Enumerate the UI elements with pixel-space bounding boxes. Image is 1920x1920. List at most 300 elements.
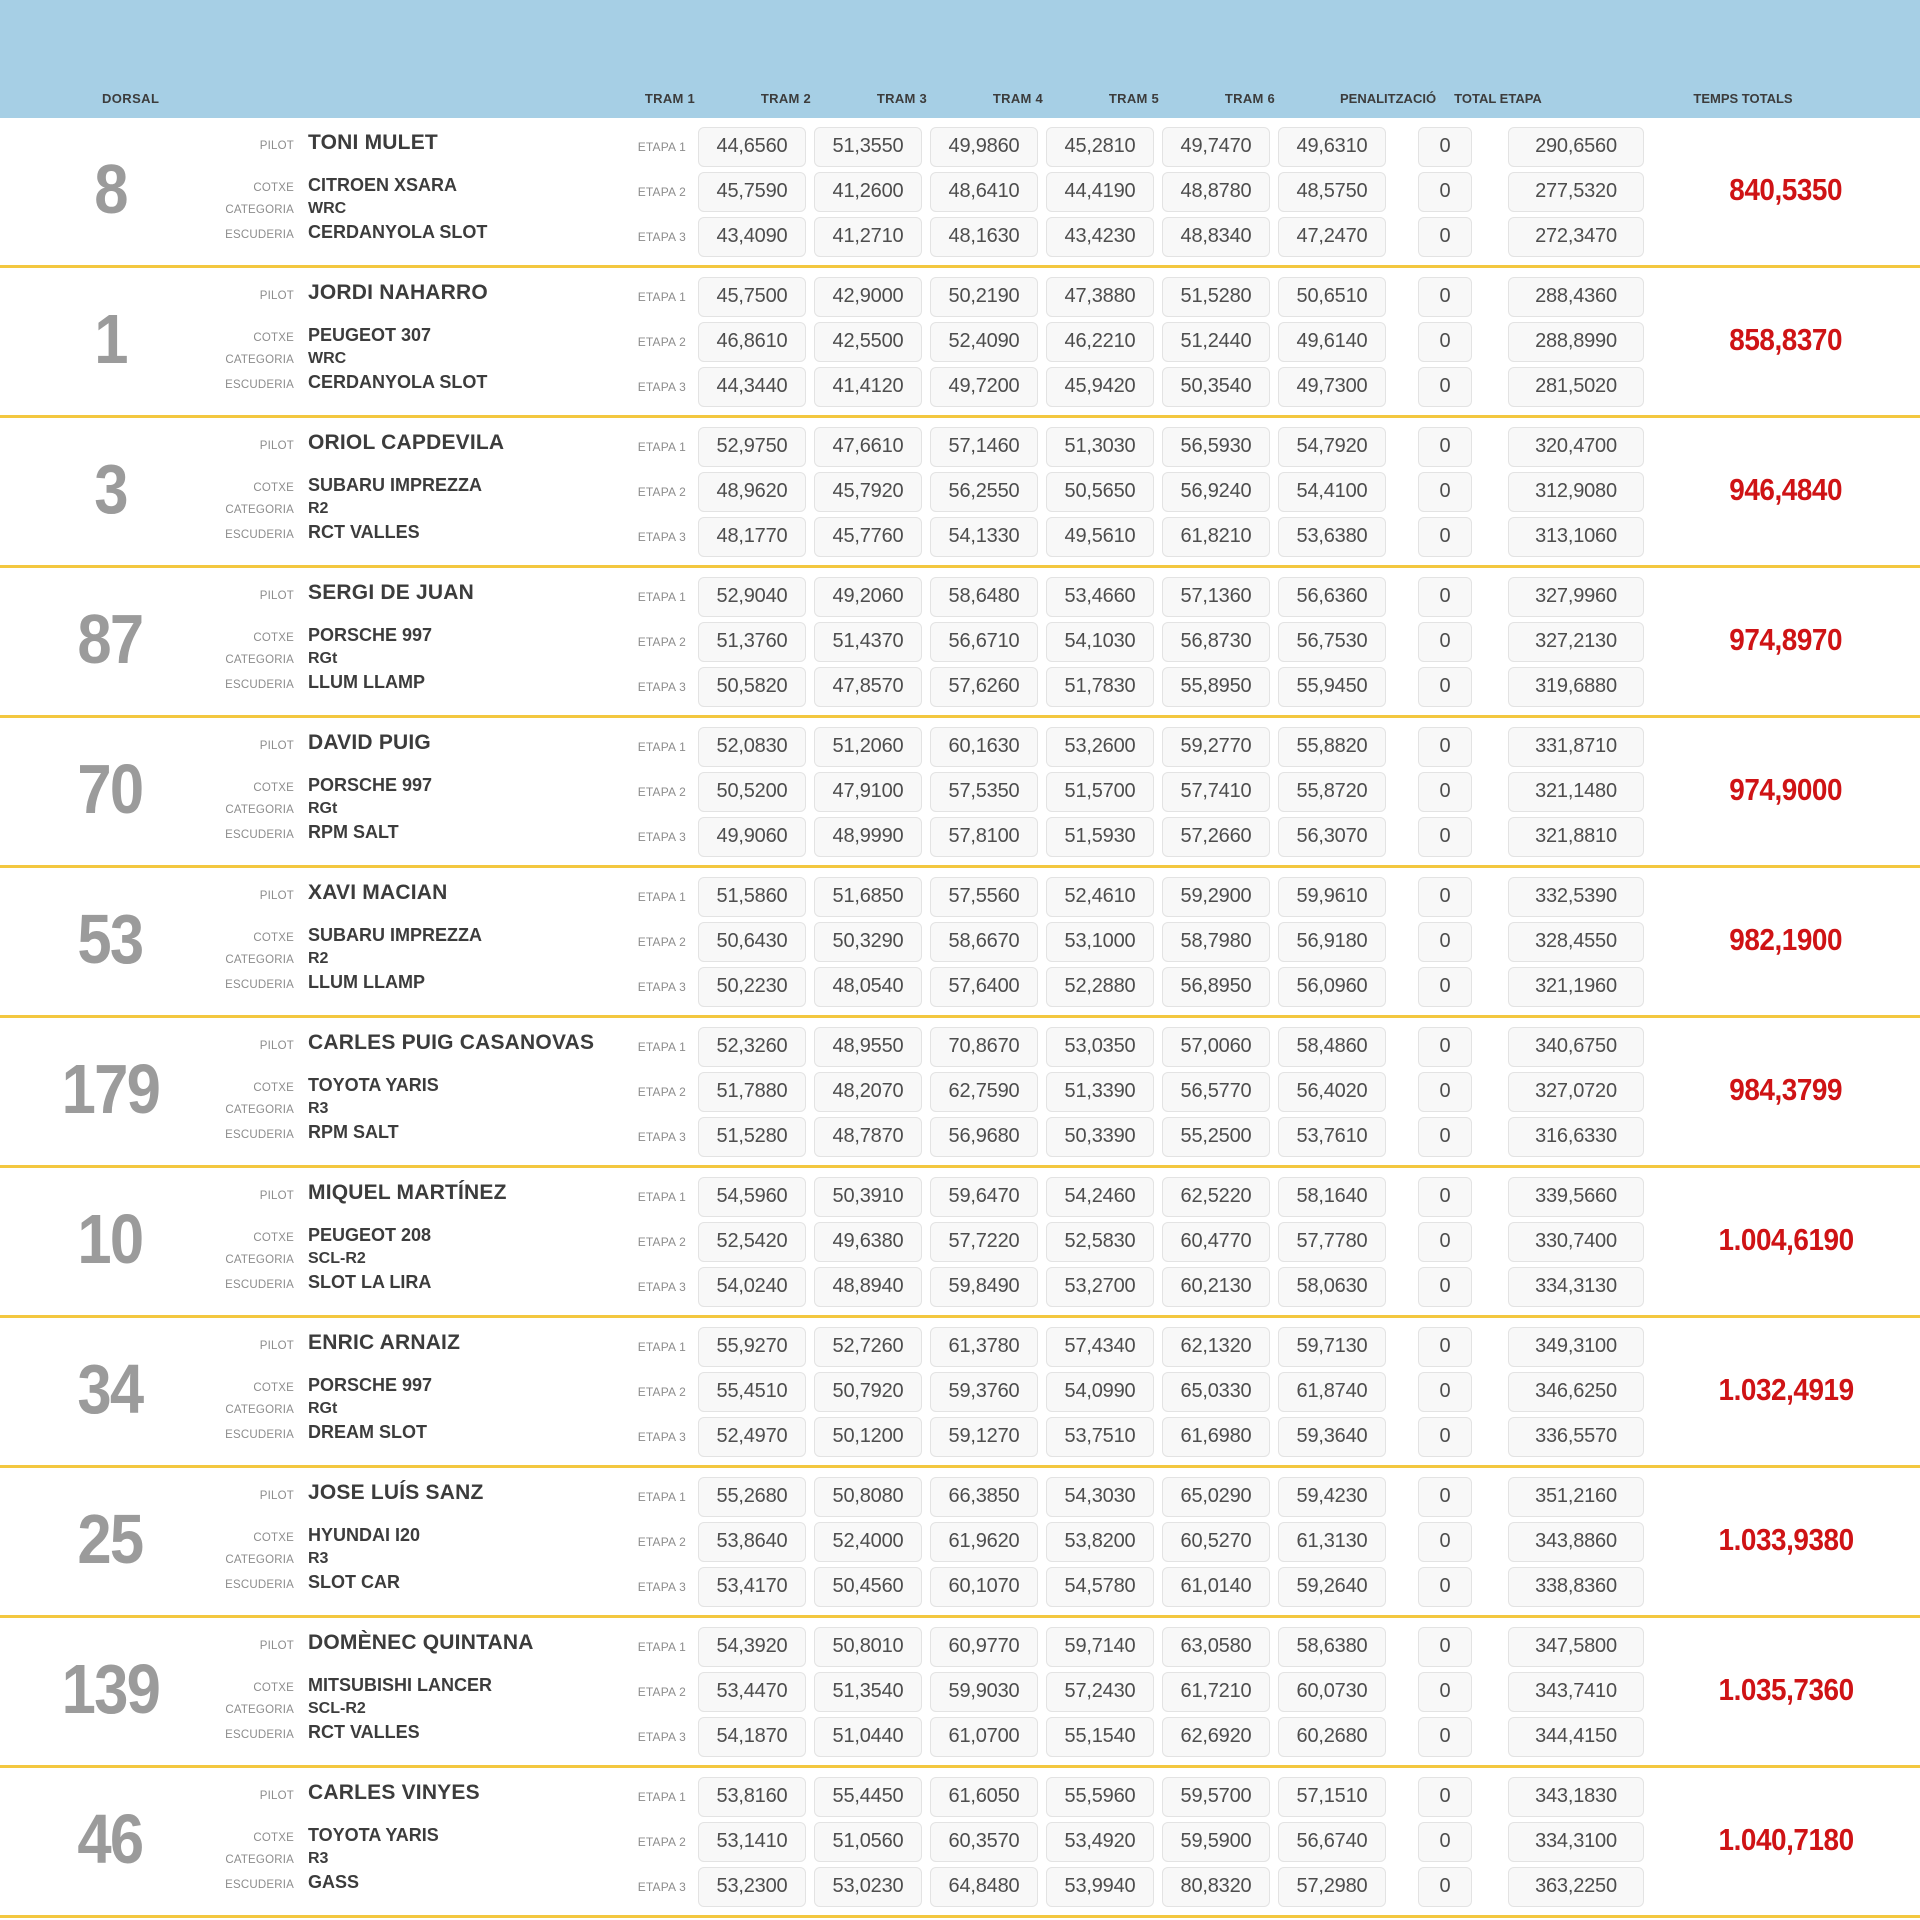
tram-time-cell: 47,9100 — [814, 772, 922, 812]
tram-time-cell: 51,7830 — [1046, 667, 1154, 707]
tram-time-cell: 51,2060 — [814, 727, 922, 767]
etapa-label: ETAPA 3 — [637, 379, 686, 394]
cotxe-label: COTXE — [253, 632, 294, 644]
etapa-label: ETAPA 1 — [637, 289, 686, 304]
etapa-row — [612, 127, 1652, 167]
etapa-label: ETAPA 2 — [637, 634, 686, 649]
tram-time-cell: 64,8480 — [930, 1867, 1038, 1907]
tram-time-cell: 59,9610 — [1278, 877, 1386, 917]
tram-time-cell: 50,5200 — [698, 772, 806, 812]
etapa-rows — [612, 868, 1652, 1015]
etapa-rows — [612, 1618, 1652, 1765]
dorsal-number: 1 — [93, 299, 127, 378]
total-etapa-cell: 363,2250 — [1508, 1867, 1644, 1907]
tram-time-cell: 52,2880 — [1046, 967, 1154, 1007]
tram-time-cell: 53,2600 — [1046, 727, 1154, 767]
escuderia-value: RCT VALLES — [308, 1722, 420, 1742]
categoria-value: RGt — [308, 800, 338, 817]
total-etapa-cell: 334,3100 — [1508, 1822, 1644, 1862]
etapa-rows — [612, 1318, 1652, 1465]
etapa-row — [612, 1177, 1652, 1217]
driver-info — [220, 1018, 612, 1165]
escuderia-value: GASS — [308, 1872, 360, 1892]
categoria-label: CATEGORIA — [225, 654, 294, 666]
penalty-cell: 0 — [1418, 1177, 1472, 1217]
tram-time-cell: 51,5700 — [1046, 772, 1154, 812]
tram-time-cell: 65,0290 — [1162, 1477, 1270, 1517]
tram-time-cell: 70,8670 — [930, 1027, 1038, 1067]
etapa-row — [612, 922, 1652, 962]
penalty-cell: 0 — [1418, 1267, 1472, 1307]
tram-time-cell: 44,4190 — [1046, 172, 1154, 212]
tram-time-cell: 63,0580 — [1162, 1627, 1270, 1667]
cotxe-value: SUBARU IMPREZZA — [308, 925, 482, 945]
penalty-cell: 0 — [1418, 1627, 1472, 1667]
tram-time-cell: 46,2210 — [1046, 322, 1154, 362]
penalty-cell: 0 — [1418, 127, 1472, 167]
tram-time-cell: 43,4090 — [698, 217, 806, 257]
etapa-rows — [612, 1468, 1652, 1615]
penalty-cell: 0 — [1418, 172, 1472, 212]
escuderia-value: LLUM LLAMP — [308, 672, 425, 692]
tram-time-cell: 54,3920 — [698, 1627, 806, 1667]
tram-time-cell: 59,2770 — [1162, 727, 1270, 767]
escuderia-label: ESCUDERIA — [225, 1279, 294, 1291]
pilot-name: CARLES PUIG CASANOVAS — [308, 1031, 595, 1054]
etapa-label: ETAPA 1 — [637, 889, 686, 904]
penalty-cell: 0 — [1418, 667, 1472, 707]
tram-time-cell: 48,8340 — [1162, 217, 1270, 257]
tram-time-cell: 57,7410 — [1162, 772, 1270, 812]
driver-info — [220, 1168, 612, 1315]
temps-totals-cell — [1652, 118, 1920, 265]
tram-time-cell: 52,5420 — [698, 1222, 806, 1262]
etapa-label: ETAPA 2 — [637, 784, 686, 799]
escuderia-value: SLOT CAR — [308, 1572, 400, 1592]
tram-time-cell: 53,1000 — [1046, 922, 1154, 962]
tram-time-cell: 47,2470 — [1278, 217, 1386, 257]
categoria-label: CATEGORIA — [225, 204, 294, 216]
etapa-rows — [612, 1018, 1652, 1165]
tram-time-cell: 57,5350 — [930, 772, 1038, 812]
temps-totals-cell — [1652, 1618, 1920, 1765]
temps-totals-value: 974,8970 — [1729, 621, 1843, 657]
tram-time-cell: 52,4090 — [930, 322, 1038, 362]
header-tram-3: TRAM 3 — [876, 91, 928, 106]
escuderia-label: ESCUDERIA — [225, 1879, 294, 1891]
tram-time-cell: 51,7880 — [698, 1072, 806, 1112]
tram-time-cell: 48,7870 — [814, 1117, 922, 1157]
categoria-label: CATEGORIA — [225, 1404, 294, 1416]
tram-time-cell: 57,1460 — [930, 427, 1038, 467]
etapa-row — [612, 1672, 1652, 1712]
etapa-row — [612, 1717, 1652, 1757]
cotxe-value: PORSCHE 997 — [308, 1375, 433, 1395]
categoria-value: RGt — [308, 650, 338, 667]
cotxe-value: MITSUBISHI LANCER — [308, 1675, 492, 1695]
tram-time-cell: 56,9180 — [1278, 922, 1386, 962]
tram-time-cell: 59,6470 — [930, 1177, 1038, 1217]
penalty-cell: 0 — [1418, 727, 1472, 767]
etapa-row — [612, 427, 1652, 467]
tram-time-cell: 45,7500 — [698, 277, 806, 317]
tram-time-cell: 51,3030 — [1046, 427, 1154, 467]
pilot-label: PILOT — [259, 140, 294, 152]
temps-totals-cell — [1652, 1468, 1920, 1615]
header-tram-4: TRAM 4 — [992, 91, 1044, 106]
tram-time-cell: 58,6670 — [930, 922, 1038, 962]
tram-time-cell: 53,2700 — [1046, 1267, 1154, 1307]
tram-time-cell: 65,0330 — [1162, 1372, 1270, 1412]
tram-time-cell: 59,4230 — [1278, 1477, 1386, 1517]
total-etapa-cell: 320,4700 — [1508, 427, 1644, 467]
total-etapa-cell: 328,4550 — [1508, 922, 1644, 962]
etapa-label: ETAPA 3 — [637, 829, 686, 844]
cotxe-label: COTXE — [253, 1082, 294, 1094]
tram-time-cell: 60,4770 — [1162, 1222, 1270, 1262]
etapa-label: ETAPA 1 — [637, 1339, 686, 1354]
header-temps-totals: TEMPS TOTALS — [1693, 91, 1793, 106]
tram-time-cell: 55,9270 — [698, 1327, 806, 1367]
tram-time-cell: 48,5750 — [1278, 172, 1386, 212]
tram-time-cell: 53,4470 — [698, 1672, 806, 1712]
etapa-label: ETAPA 3 — [637, 1579, 686, 1594]
driver-info — [220, 118, 612, 265]
total-etapa-cell: 313,1060 — [1508, 517, 1644, 557]
tram-time-cell: 50,5650 — [1046, 472, 1154, 512]
temps-totals-cell — [1652, 1168, 1920, 1315]
total-etapa-cell: 349,3100 — [1508, 1327, 1644, 1367]
tram-time-cell: 57,5560 — [930, 877, 1038, 917]
penalty-cell: 0 — [1418, 1222, 1472, 1262]
total-etapa-cell: 319,6880 — [1508, 667, 1644, 707]
escuderia-value: LLUM LLAMP — [308, 972, 425, 992]
tram-time-cell: 59,7140 — [1046, 1627, 1154, 1667]
tram-time-cell: 45,7760 — [814, 517, 922, 557]
etapa-row — [612, 577, 1652, 617]
tram-time-cell: 44,3440 — [698, 367, 806, 407]
result-row — [0, 418, 1920, 568]
cotxe-label: COTXE — [253, 1382, 294, 1394]
driver-info — [220, 1468, 612, 1615]
tram-time-cell: 51,5280 — [698, 1117, 806, 1157]
escuderia-label: ESCUDERIA — [225, 979, 294, 991]
dorsal-cell — [0, 1768, 220, 1915]
penalty-cell: 0 — [1418, 367, 1472, 407]
header-tram-6: TRAM 6 — [1224, 91, 1276, 106]
tram-time-cell: 51,3760 — [698, 622, 806, 662]
tram-time-cell: 61,0140 — [1162, 1567, 1270, 1607]
penalty-cell: 0 — [1418, 1027, 1472, 1067]
tram-time-cell: 61,0700 — [930, 1717, 1038, 1757]
dorsal-number: 46 — [77, 1799, 143, 1878]
tram-time-cell: 57,2980 — [1278, 1867, 1386, 1907]
tram-time-cell: 53,9940 — [1046, 1867, 1154, 1907]
tram-time-cell: 57,0060 — [1162, 1027, 1270, 1067]
etapa-row — [612, 1522, 1652, 1562]
penalty-cell: 0 — [1418, 1867, 1472, 1907]
tram-time-cell: 50,3290 — [814, 922, 922, 962]
tram-time-cell: 59,3640 — [1278, 1417, 1386, 1457]
total-etapa-cell: 288,8990 — [1508, 322, 1644, 362]
driver-info — [220, 718, 612, 865]
categoria-value: SCL-R2 — [308, 1700, 366, 1717]
etapa-label: ETAPA 2 — [637, 334, 686, 349]
escuderia-value: RPM SALT — [308, 1122, 399, 1142]
penalty-cell: 0 — [1418, 472, 1472, 512]
pilot-name: MIQUEL MARTÍNEZ — [308, 1181, 507, 1204]
total-etapa-cell: 331,8710 — [1508, 727, 1644, 767]
temps-totals-cell — [1652, 1318, 1920, 1465]
total-etapa-cell: 332,5390 — [1508, 877, 1644, 917]
tram-time-cell: 57,6260 — [930, 667, 1038, 707]
penalty-cell: 0 — [1418, 427, 1472, 467]
tram-time-cell: 59,5700 — [1162, 1777, 1270, 1817]
categoria-value: SCL-R2 — [308, 1250, 366, 1267]
dorsal-cell — [0, 268, 220, 415]
escuderia-value: SLOT LA LIRA — [308, 1272, 432, 1292]
temps-totals-cell — [1652, 868, 1920, 1015]
tram-time-cell: 55,8720 — [1278, 772, 1386, 812]
cotxe-value: PEUGEOT 208 — [308, 1225, 432, 1245]
penalty-cell: 0 — [1418, 1072, 1472, 1112]
escuderia-label: ESCUDERIA — [225, 829, 294, 841]
cotxe-value: TOYOTA YARIS — [308, 1075, 439, 1095]
tram-time-cell: 52,4610 — [1046, 877, 1154, 917]
tram-time-cell: 47,8570 — [814, 667, 922, 707]
tram-time-cell: 54,3030 — [1046, 1477, 1154, 1517]
penalty-cell: 0 — [1418, 322, 1472, 362]
tram-time-cell: 60,1070 — [930, 1567, 1038, 1607]
cotxe-value: CITROEN XSARA — [308, 175, 458, 195]
etapa-row — [612, 967, 1652, 1007]
pilot-name: TONI MULET — [308, 131, 438, 154]
etapa-label: ETAPA 1 — [637, 1489, 686, 1504]
cotxe-label: COTXE — [253, 932, 294, 944]
tram-time-cell: 54,7920 — [1278, 427, 1386, 467]
cotxe-label: COTXE — [253, 782, 294, 794]
etapa-row — [612, 172, 1652, 212]
etapa-row — [612, 622, 1652, 662]
tram-time-cell: 51,2440 — [1162, 322, 1270, 362]
penalty-cell: 0 — [1418, 277, 1472, 317]
tram-time-cell: 49,7300 — [1278, 367, 1386, 407]
total-etapa-cell: 290,6560 — [1508, 127, 1644, 167]
penalty-cell: 0 — [1418, 1522, 1472, 1562]
categoria-value: R2 — [308, 950, 329, 967]
header-total-etapa: TOTAL ETAPA — [1454, 91, 1542, 106]
tram-time-cell: 59,5900 — [1162, 1822, 1270, 1862]
pilot-label: PILOT — [259, 1040, 294, 1052]
tram-time-cell: 80,8320 — [1162, 1867, 1270, 1907]
result-row — [0, 1168, 1920, 1318]
tram-time-cell: 50,4560 — [814, 1567, 922, 1607]
etapa-row — [612, 1222, 1652, 1262]
etapa-rows — [612, 568, 1652, 715]
tram-time-cell: 58,0630 — [1278, 1267, 1386, 1307]
tram-time-cell: 51,0440 — [814, 1717, 922, 1757]
escuderia-value: CERDANYOLA SLOT — [308, 222, 488, 242]
dorsal-cell — [0, 1018, 220, 1165]
etapa-row — [612, 277, 1652, 317]
categoria-value: R3 — [308, 1550, 329, 1567]
etapa-row — [612, 1627, 1652, 1667]
penalty-cell: 0 — [1418, 877, 1472, 917]
tram-time-cell: 54,5780 — [1046, 1567, 1154, 1607]
tram-time-cell: 48,9990 — [814, 817, 922, 857]
temps-totals-value: 840,5350 — [1729, 171, 1843, 207]
total-etapa-cell: 338,8360 — [1508, 1567, 1644, 1607]
tram-time-cell: 57,7220 — [930, 1222, 1038, 1262]
cotxe-label: COTXE — [253, 1832, 294, 1844]
total-etapa-cell: 330,7400 — [1508, 1222, 1644, 1262]
tram-time-cell: 47,3880 — [1046, 277, 1154, 317]
dorsal-cell — [0, 1168, 220, 1315]
tram-time-cell: 51,5860 — [698, 877, 806, 917]
etapa-rows — [612, 1768, 1652, 1915]
penalty-cell: 0 — [1418, 967, 1472, 1007]
total-etapa-cell: 327,2130 — [1508, 622, 1644, 662]
tram-time-cell: 58,6380 — [1278, 1627, 1386, 1667]
tram-time-cell: 60,9770 — [930, 1627, 1038, 1667]
tram-time-cell: 56,0960 — [1278, 967, 1386, 1007]
etapa-row — [612, 472, 1652, 512]
tram-time-cell: 42,9000 — [814, 277, 922, 317]
header-tram-2: TRAM 2 — [760, 91, 812, 106]
tram-time-cell: 46,8610 — [698, 322, 806, 362]
pilot-label: PILOT — [259, 890, 294, 902]
dorsal-cell — [0, 1618, 220, 1765]
tram-time-cell: 48,8780 — [1162, 172, 1270, 212]
temps-totals-cell — [1652, 568, 1920, 715]
tram-time-cell: 54,0240 — [698, 1267, 806, 1307]
tram-time-cell: 60,5270 — [1162, 1522, 1270, 1562]
etapa-rows — [612, 1168, 1652, 1315]
tram-time-cell: 53,2300 — [698, 1867, 806, 1907]
result-row — [0, 1468, 1920, 1618]
tram-time-cell: 48,2070 — [814, 1072, 922, 1112]
total-etapa-cell: 343,1830 — [1508, 1777, 1644, 1817]
tram-time-cell: 52,0830 — [698, 727, 806, 767]
etapa-row — [612, 1822, 1652, 1862]
etapa-label: ETAPA 3 — [637, 1729, 686, 1744]
pilot-name: JORDI NAHARRO — [308, 281, 488, 304]
driver-info — [220, 268, 612, 415]
tram-time-cell: 47,6610 — [814, 427, 922, 467]
temps-totals-value: 1.004,6190 — [1718, 1221, 1854, 1257]
total-etapa-cell: 343,7410 — [1508, 1672, 1644, 1712]
driver-info — [220, 1318, 612, 1465]
tram-time-cell: 56,9680 — [930, 1117, 1038, 1157]
temps-totals-cell — [1652, 718, 1920, 865]
tram-time-cell: 54,1870 — [698, 1717, 806, 1757]
tram-time-cell: 50,3540 — [1162, 367, 1270, 407]
cotxe-label: COTXE — [253, 1682, 294, 1694]
tram-time-cell: 61,7210 — [1162, 1672, 1270, 1712]
dorsal-cell — [0, 118, 220, 265]
tram-time-cell: 57,6400 — [930, 967, 1038, 1007]
total-etapa-cell: 344,4150 — [1508, 1717, 1644, 1757]
escuderia-label: ESCUDERIA — [225, 529, 294, 541]
etapa-row — [612, 1777, 1652, 1817]
etapa-rows — [612, 718, 1652, 865]
etapa-row — [612, 877, 1652, 917]
etapa-label: ETAPA 2 — [637, 1234, 686, 1249]
tram-time-cell: 55,9450 — [1278, 667, 1386, 707]
tram-time-cell: 58,7980 — [1162, 922, 1270, 962]
tram-time-cell: 57,2430 — [1046, 1672, 1154, 1712]
etapa-row — [612, 217, 1652, 257]
tram-time-cell: 62,5220 — [1162, 1177, 1270, 1217]
tram-time-cell: 44,6560 — [698, 127, 806, 167]
etapa-row — [612, 667, 1652, 707]
temps-totals-cell — [1652, 1018, 1920, 1165]
cotxe-value: PORSCHE 997 — [308, 625, 433, 645]
tram-time-cell: 59,7130 — [1278, 1327, 1386, 1367]
dorsal-number: 87 — [77, 599, 143, 678]
dorsal-number: 8 — [93, 149, 127, 228]
etapa-label: ETAPA 1 — [637, 739, 686, 754]
etapa-row — [612, 1867, 1652, 1907]
total-etapa-cell: 321,1960 — [1508, 967, 1644, 1007]
tram-time-cell: 53,4170 — [698, 1567, 806, 1607]
tram-time-cell: 48,8940 — [814, 1267, 922, 1307]
tram-time-cell: 53,8200 — [1046, 1522, 1154, 1562]
tram-time-cell: 56,8950 — [1162, 967, 1270, 1007]
tram-time-cell: 55,2680 — [698, 1477, 806, 1517]
etapa-label: ETAPA 3 — [637, 1879, 686, 1894]
tram-time-cell: 50,2190 — [930, 277, 1038, 317]
pilot-label: PILOT — [259, 290, 294, 302]
escuderia-value: CERDANYOLA SLOT — [308, 372, 488, 392]
tram-time-cell: 61,3780 — [930, 1327, 1038, 1367]
total-etapa-cell: 288,4360 — [1508, 277, 1644, 317]
table-header — [0, 0, 1920, 118]
temps-totals-value: 974,9000 — [1729, 771, 1843, 807]
etapa-row — [612, 367, 1652, 407]
dorsal-cell — [0, 568, 220, 715]
etapa-label: ETAPA 1 — [637, 1639, 686, 1654]
tram-time-cell: 56,5770 — [1162, 1072, 1270, 1112]
tram-time-cell: 57,1360 — [1162, 577, 1270, 617]
categoria-value: RGt — [308, 1400, 338, 1417]
etapa-row — [612, 1267, 1652, 1307]
categoria-label: CATEGORIA — [225, 1254, 294, 1266]
penalty-cell: 0 — [1418, 577, 1472, 617]
driver-info — [220, 868, 612, 1015]
dorsal-number: 53 — [77, 899, 143, 978]
tram-time-cell: 49,9860 — [930, 127, 1038, 167]
tram-time-cell: 43,4230 — [1046, 217, 1154, 257]
tram-time-cell: 56,9240 — [1162, 472, 1270, 512]
tram-time-cell: 62,7590 — [930, 1072, 1038, 1112]
tram-time-cell: 61,8740 — [1278, 1372, 1386, 1412]
results-list — [0, 118, 1920, 1918]
etapa-label: ETAPA 3 — [637, 1129, 686, 1144]
dorsal-number: 70 — [77, 749, 143, 828]
tram-time-cell: 54,1330 — [930, 517, 1038, 557]
tram-time-cell: 62,6920 — [1162, 1717, 1270, 1757]
etapa-label: ETAPA 2 — [637, 1684, 686, 1699]
tram-time-cell: 51,5280 — [1162, 277, 1270, 317]
tram-time-cell: 52,9040 — [698, 577, 806, 617]
penalty-cell: 0 — [1418, 922, 1472, 962]
etapa-label: ETAPA 1 — [637, 589, 686, 604]
tram-time-cell: 51,4370 — [814, 622, 922, 662]
penalty-cell: 0 — [1418, 1777, 1472, 1817]
result-row — [0, 718, 1920, 868]
tram-time-cell: 56,6360 — [1278, 577, 1386, 617]
